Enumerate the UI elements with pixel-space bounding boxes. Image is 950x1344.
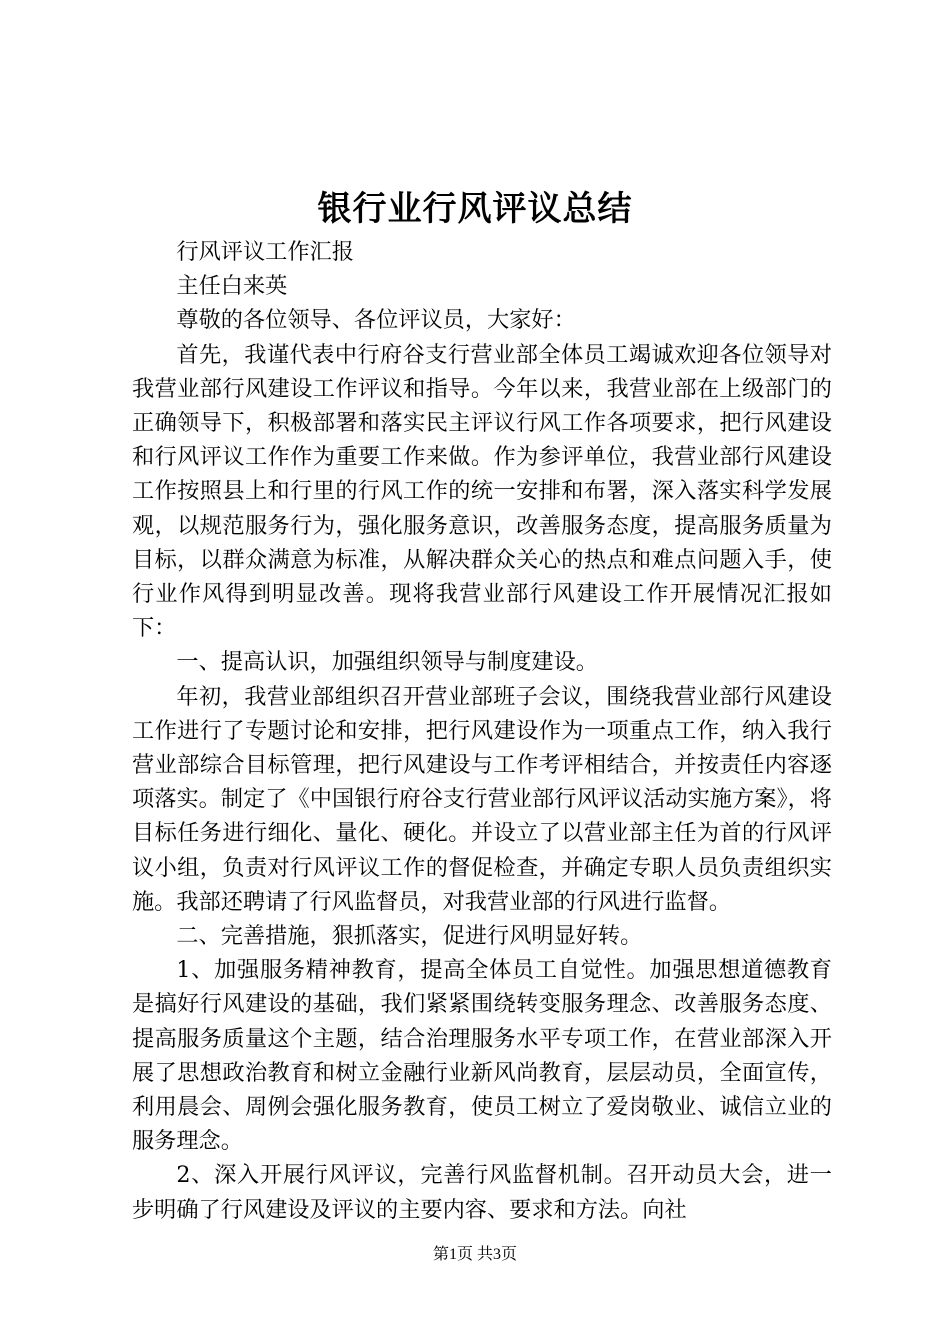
paragraph: 尊敬的各位领导、各位评议员，大家好：: [176, 307, 576, 334]
document-title: 银行业行风评议总结: [317, 189, 633, 229]
paragraph: 二、完善措施，狠抓落实，促进行风明显好转。: [176, 923, 643, 950]
paragraph: 行风评议工作汇报: [176, 239, 354, 265]
paragraph: 首先，我谨代表中行府谷支行营业部全体员工竭诚欢迎各位领导对我营业部行风建设工作评议和指导。今年以来，我营业部在上级部门的正确领导下，积极部署和落实民主评议行风工作各项要求，把行风建设和行风评议工作作为重要工作来做。作为参评单位，我营业部行风建设工作按照县上和行里的行风工作的统一安排和布署，深入落实科学发展观，以规范服务行为，强化服务意识，改善服务态度，提高服务质量为目标，以群众满意为标准，从解决群众关心的热点和难点问题入手，使行业作风得到明显改善。现将我营业部行风建设工作开展情况汇报如下：: [132, 341, 832, 642]
paragraph: 年初，我营业部组织召开营业部班子会议，围绕我营业部行风建设工作进行了专题讨论和安排，把行风建设作为一项重点工作，纳入我行营业部综合目标管理，把行风建设与工作考评相结合，并按责任内容逐项落实。制定了《中国银行府谷支行营业部行风评议活动实施方案》，将目标任务进行细化、量化、硬化。并设立了以营业部主任为首的行风评议小组，负责对行风评议工作的督促检查，并确定专职人员负责组织实施。我部还聘请了行风监督员，对我营业部的行风进行监督。: [132, 683, 832, 915]
paragraph: 主任白来英: [176, 273, 288, 300]
paragraph: 1、加强服务精神教育，提高全体员工自觉性。加强思想道德教育是搞好行风建设的基础，我们紧紧围绕转变服务理念、改善服务态度、提高服务质量这个主题，结合治理服务水平专项工作，在营业部深入开展了思想政治教育和树立金融行业新风尚教育，层层动员，全面宣传，利用晨会、周例会强化服务教育，使员工树立了爱岗敬业、诚信立业的服务理念。: [132, 957, 832, 1155]
paragraph: 2、深入开展行风评议，完善行风监督机制。召开动员大会，进一步明确了行风建设及评议的主要内容、要求和方法。向社: [132, 1162, 832, 1223]
document-body: [132, 235, 832, 1227]
paragraph: 一、提高认识，加强组织领导与制度建设。: [176, 649, 598, 676]
page-number-footer: 第1页 共3页: [432, 1246, 517, 1263]
